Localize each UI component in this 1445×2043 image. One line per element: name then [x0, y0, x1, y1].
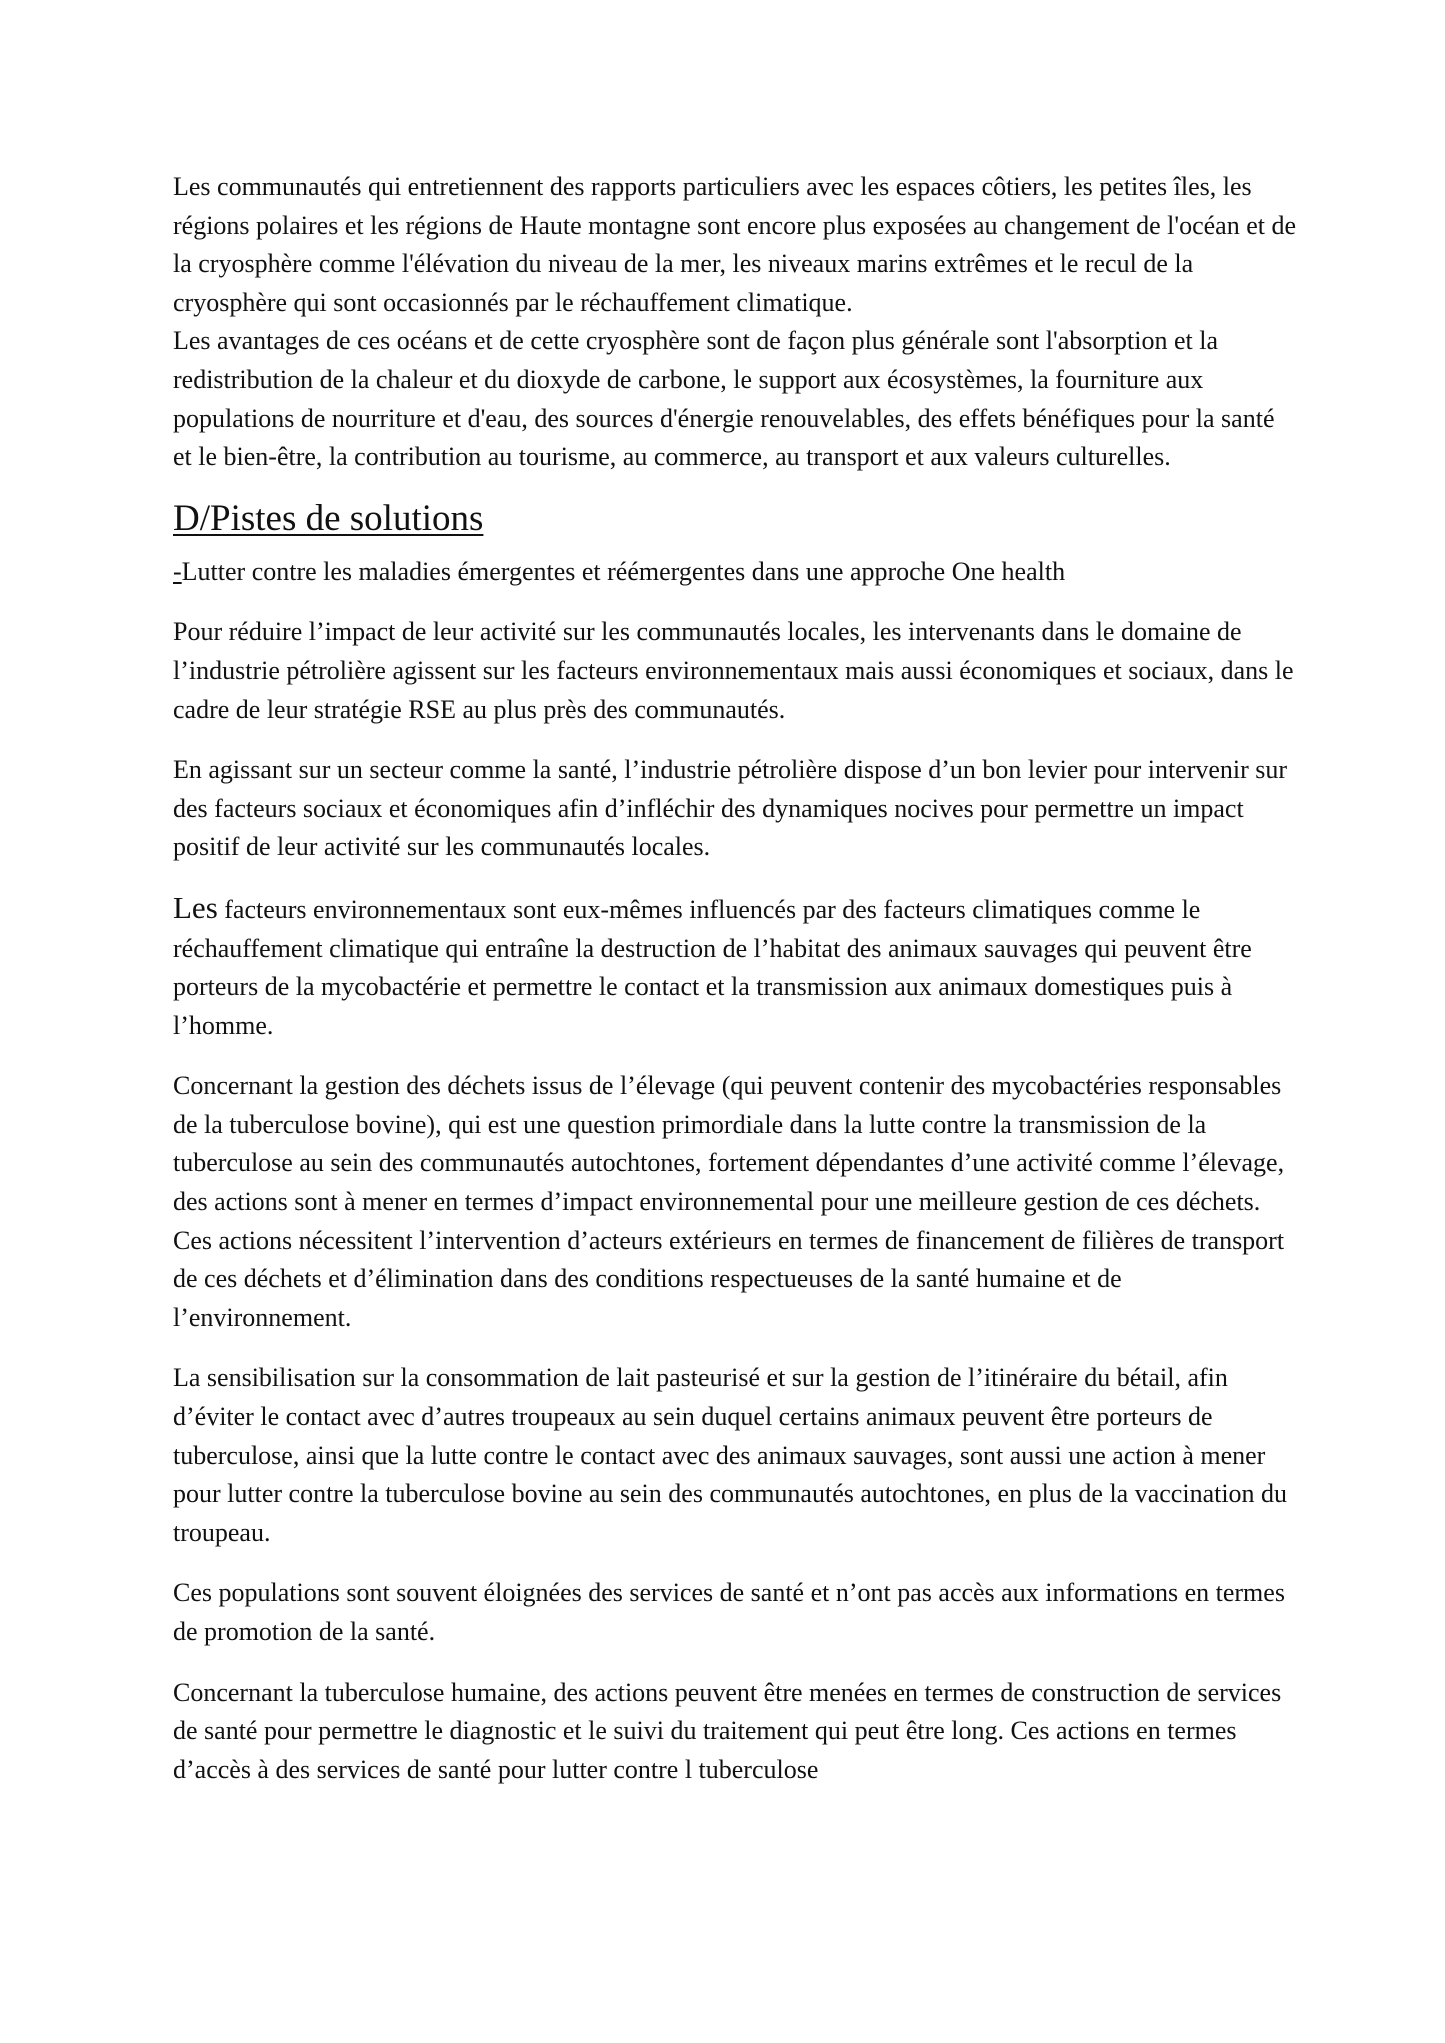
- paragraph-facteurs: [173, 889, 1298, 1045]
- document-body: [173, 168, 1298, 1789]
- paragraph-impact: Pour réduire l’impact de leur activité sur les communautés locales, les intervenants dans le domaine de l’industrie pétrolière agissent sur les facteurs environnementaux mais aussi économiques et sociaux, dans le cadre de leur stratégie RSE au plus près des communautés.: [173, 617, 1294, 724]
- paragraph-sensibilisation: La sensibilisation sur la consommation de lait pasteurisé et sur la gestion de l’itinéraire du bétail, afin d’éviter le contact avec d’autres troupeaux au sein duquel certains animaux peuvent être porteurs de tuberculose, ainsi que la lutte contre le contact avec des animaux sauvages, sont aussi une action à mener pour lutter contre la tuberculose bovine au sein des communautés autochtones, en plus de la vaccination du troupeau.: [173, 1363, 1288, 1547]
- paragraph-tuberculose-humaine: Concernant la tuberculose humaine, des actions peuvent être menées en termes de construction de services de santé pour permettre le diagnostic et le suivi du traitement qui peut être long. Ces actions en termes d’accès à des services de santé pour lutter contre l tuberculose: [173, 1677, 1282, 1784]
- intro-paragraph-benefits: Les avantages de ces océans et de cette cryosphère sont de façon plus générale sont l'absorption et la redistribution de la chaleur et du dioxyde de carbone, le support aux écosystèmes, la fourniture aux populations de nourriture et d'eau, des sources d'énergie renouvelables, des effets bénéfiques pour la santé et le bien-être, la contribution au tourisme, au commerce, au transport et aux valeurs culturelles.: [173, 326, 1275, 472]
- paragraph-populations: Ces populations sont souvent éloignées des services de santé et n’ont pas accès aux informations en termes de promotion de la santé.: [173, 1578, 1285, 1646]
- bullet-dash: -: [173, 556, 182, 586]
- bullet-text: Lutter contre les maladies émergentes et réémergentes dans une approche One health: [181, 556, 1066, 586]
- paragraph-dechets: Concernant la gestion des déchets issus de l’élevage (qui peuvent contenir des mycobactéries responsables de la tuberculose bovine), qui est une question primordiale dans la lutte contre la transmission de la tuberculose au sein des communautés autochtones, fortement dépendantes d’une activité comme l’élevage, des actions sont à mener en termes d’impact environnemental pour une meilleure gestion de ces déchets. Ces actions nécessitent l’intervention d’acteurs extérieurs en termes de financement de filières de transport de ces déchets et d’élimination dans des conditions respectueuses de la santé humaine et de l’environnement.: [173, 1071, 1285, 1332]
- section-heading: D/Pistes de solutions: [173, 497, 484, 539]
- paragraph-facteurs-first-word: Les: [173, 889, 218, 925]
- bullet-item-one-health: [173, 553, 1298, 592]
- intro-paragraph-coastal: Les communautés qui entretiennent des rapports particuliers avec les espaces côtiers, les petites îles, les régions polaires et les régions de Haute montagne sont encore plus exposées au changement de l'océan et de la cryosphère comme l'élévation du niveau de la mer, les niveaux marins extrêmes et le recul de la cryosphère qui sont occasionnés par le réchauffement climatique.: [173, 172, 1297, 317]
- paragraph-sante: En agissant sur un secteur comme la santé, l’industrie pétrolière dispose d’un bon levier pour intervenir sur des facteurs sociaux et économiques afin d’infléchir des dynamiques nocives pour permettre un impact positif de leur activité sur les communautés locales.: [173, 755, 1288, 862]
- paragraph-facteurs-rest: facteurs environnementaux sont eux-mêmes influencés par des facteurs climatiques comme le réchauffement climatique qui entraîne la destruction de l’habitat des animaux sauvages qui peuvent être porteurs de la mycobactérie et permettre le contact et la transmission aux animaux domestiques puis à l’homme.: [173, 894, 1252, 1040]
